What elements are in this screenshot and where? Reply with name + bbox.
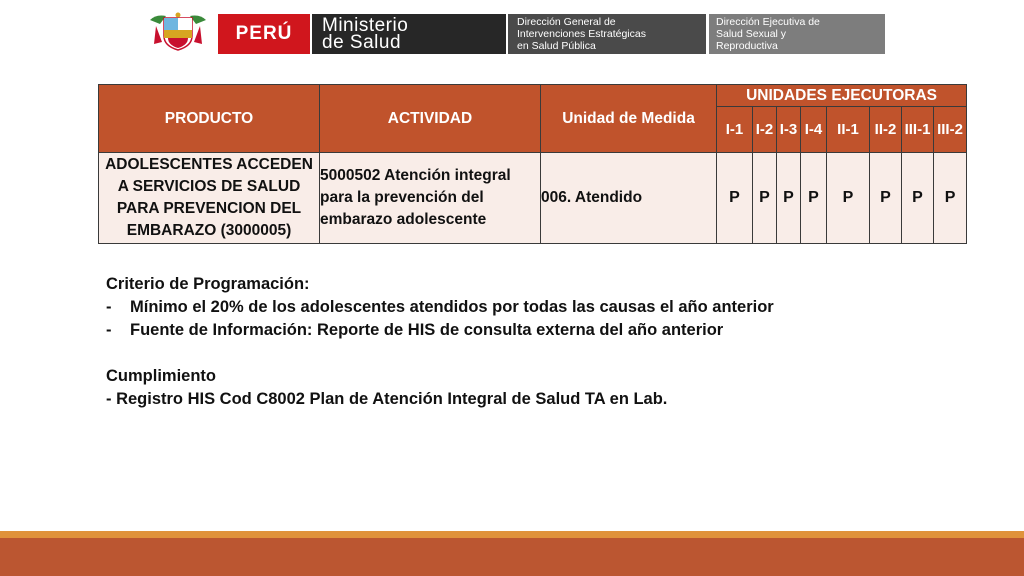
table-row — [99, 153, 967, 244]
peru-label: PERÚ — [235, 23, 293, 44]
col-producto-header: PRODUCTO — [99, 85, 320, 153]
criterio-item: Fuente de Información: Reporte de HIS de consulta externa del año anterior — [130, 321, 724, 339]
col-actividad-header: ACTIVIDAD — [320, 85, 541, 153]
minsa-line1: Ministerio — [322, 15, 409, 36]
unit-header: I-2 — [753, 107, 777, 153]
unit-header: II-1 — [827, 107, 870, 153]
unidades-group-header: UNIDADES EJECUTORAS — [717, 85, 967, 107]
mark-cell: P — [827, 153, 870, 244]
cumplimiento-item: - Registro HIS Cod C8002 Plan de Atención Integral de Salud TA en Lab. — [106, 390, 668, 408]
minsa-line2: de Salud — [322, 32, 402, 53]
de-line1: Dirección Ejecutiva de — [716, 16, 820, 28]
unidades-table — [98, 84, 967, 244]
list-item: - Fuente de Información: Reporte de HIS de consulta externa del año anterior — [106, 319, 774, 342]
mark-cell: P — [870, 153, 902, 244]
notes-section — [106, 273, 774, 411]
unit-header: I-1 — [717, 107, 753, 153]
direccion-ejecutiva-logo — [709, 14, 885, 54]
dg-line3: en Salud Pública — [517, 40, 596, 52]
unit-header: III-2 — [934, 107, 967, 153]
de-line2: Salud Sexual y — [716, 28, 787, 40]
ministerio-salud-logo — [312, 14, 506, 54]
mark-cell: P — [801, 153, 827, 244]
direccion-general-logo — [508, 14, 706, 54]
dg-line1: Dirección General de — [517, 16, 616, 28]
cumplimiento-title: Cumplimiento — [106, 367, 216, 385]
mark-cell: P — [753, 153, 777, 244]
producto-cell: ADOLESCENTES ACCEDEN A SERVICIOS DE SALUD PARA PREVENCION DEL EMBARAZO (3000005) — [99, 153, 320, 244]
footer-bar — [0, 538, 1024, 576]
col-unidad-header: Unidad de Medida — [541, 85, 717, 153]
unit-header: II-2 — [870, 107, 902, 153]
list-item: - Mínimo el 20% de los adolescentes atendidos por todas las causas el año anterior — [106, 296, 774, 319]
criterio-title: Criterio de Programación: — [106, 275, 310, 293]
mark-cell: P — [777, 153, 801, 244]
criterio-item: Mínimo el 20% de los adolescentes atendidos por todas las causas el año anterior — [130, 298, 774, 316]
footer-accent-bar — [0, 531, 1024, 538]
unidad-cell: 006. Atendido — [541, 153, 717, 244]
unit-header: I-4 — [801, 107, 827, 153]
actividad-cell: 5000502 Atención integral para la prevención del embarazo adolescente — [320, 153, 541, 244]
peru-coat-of-arms-icon — [146, 12, 210, 54]
mark-cell: P — [934, 153, 967, 244]
peru-logo — [218, 14, 310, 54]
unit-header: III-1 — [902, 107, 934, 153]
mark-cell: P — [717, 153, 753, 244]
mark-cell: P — [902, 153, 934, 244]
unit-header: I-3 — [777, 107, 801, 153]
dg-line2: Intervenciones Estratégicas — [517, 28, 646, 40]
de-line3: Reproductiva — [716, 40, 778, 52]
